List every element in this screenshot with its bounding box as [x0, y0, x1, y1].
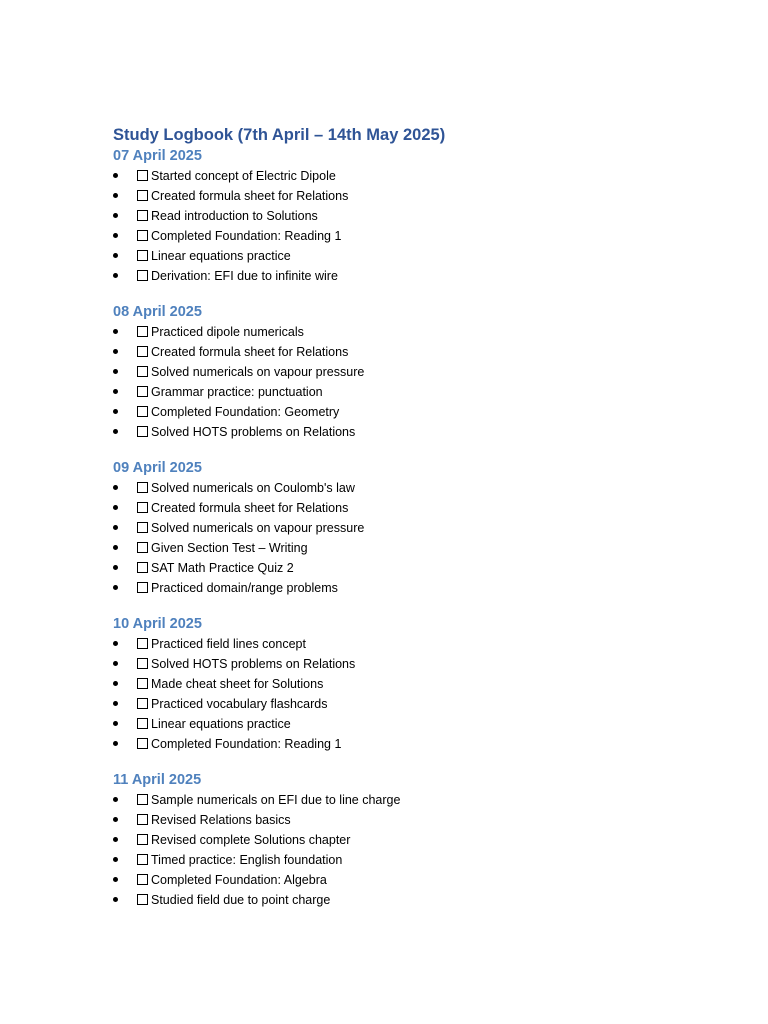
- task-item: [113, 186, 768, 206]
- task-label: Revised Relations basics: [151, 813, 291, 827]
- bullet-icon: [113, 694, 119, 714]
- checkbox-icon[interactable]: [137, 562, 148, 573]
- task-label: Solved numericals on vapour pressure: [151, 521, 365, 535]
- task-item: [113, 830, 768, 850]
- bullet-icon: [113, 538, 119, 558]
- task-item: [113, 422, 768, 442]
- task-item: [113, 478, 768, 498]
- task-label: Created formula sheet for Relations: [151, 345, 349, 359]
- checkbox-icon[interactable]: [137, 386, 148, 397]
- checkbox-icon[interactable]: [137, 346, 148, 357]
- task-item: [113, 246, 768, 266]
- date-heading: 11 April 2025: [113, 772, 202, 788]
- bullet-icon: [113, 322, 119, 342]
- task-item: [113, 266, 768, 286]
- bullet-icon: [113, 402, 119, 422]
- task-label: Solved HOTS problems on Relations: [151, 425, 356, 439]
- task-item: [113, 558, 768, 578]
- checkbox-icon[interactable]: [137, 794, 148, 805]
- bullet-icon: [113, 226, 119, 246]
- bullet-icon: [113, 498, 119, 518]
- checkbox-icon[interactable]: [137, 874, 148, 885]
- task-label: Read introduction to Solutions: [151, 209, 318, 223]
- task-item: [113, 518, 768, 538]
- bullet-icon: [113, 734, 119, 754]
- checkbox-icon[interactable]: [137, 366, 148, 377]
- task-list: [113, 166, 768, 286]
- task-item: [113, 538, 768, 558]
- task-label: Practiced field lines concept: [151, 637, 306, 651]
- task-label: SAT Math Practice Quiz 2: [151, 561, 294, 575]
- bullet-icon: [113, 362, 119, 382]
- task-item: [113, 810, 768, 830]
- task-label: Sample numericals on EFI due to line charge: [151, 793, 401, 807]
- bullet-icon: [113, 890, 119, 910]
- bullet-icon: [113, 266, 119, 286]
- task-item: [113, 226, 768, 246]
- task-list: [113, 790, 768, 910]
- task-label: Timed practice: English foundation: [151, 853, 343, 867]
- log-day-section: [113, 146, 768, 286]
- task-label: Linear equations practice: [151, 717, 291, 731]
- checkbox-icon[interactable]: [137, 738, 148, 749]
- task-list: [113, 634, 768, 754]
- task-item: [113, 890, 768, 910]
- task-label: Practiced vocabulary flashcards: [151, 697, 328, 711]
- checkbox-icon[interactable]: [137, 854, 148, 865]
- date-heading: 08 April 2025: [113, 304, 202, 320]
- checkbox-icon[interactable]: [137, 482, 148, 493]
- bullet-icon: [113, 810, 119, 830]
- task-item: [113, 498, 768, 518]
- task-item: [113, 342, 768, 362]
- task-item: [113, 322, 768, 342]
- checkbox-icon[interactable]: [137, 210, 148, 221]
- task-item: [113, 206, 768, 226]
- checkbox-icon[interactable]: [137, 190, 148, 201]
- task-item: [113, 578, 768, 598]
- task-label: Solved numericals on vapour pressure: [151, 365, 365, 379]
- bullet-icon: [113, 166, 119, 186]
- task-label: Completed Foundation: Reading 1: [151, 737, 342, 751]
- checkbox-icon[interactable]: [137, 502, 148, 513]
- task-item: [113, 654, 768, 674]
- log-day-section: [113, 302, 768, 442]
- task-list: [113, 478, 768, 598]
- task-label: Completed Foundation: Algebra: [151, 873, 327, 887]
- date-heading: 07 April 2025: [113, 148, 202, 164]
- task-label: Given Section Test – Writing: [151, 541, 308, 555]
- bullet-icon: [113, 342, 119, 362]
- bullet-icon: [113, 870, 119, 890]
- task-item: [113, 694, 768, 714]
- bullet-icon: [113, 850, 119, 870]
- task-label: Started concept of Electric Dipole: [151, 169, 336, 183]
- log-day-section: [113, 458, 768, 598]
- date-heading: 10 April 2025: [113, 616, 202, 632]
- checkbox-icon[interactable]: [137, 170, 148, 181]
- bullet-icon: [113, 186, 119, 206]
- bullet-icon: [113, 830, 119, 850]
- task-item: [113, 382, 768, 402]
- date-heading: 09 April 2025: [113, 460, 202, 476]
- checkbox-icon[interactable]: [137, 814, 148, 825]
- checkbox-icon[interactable]: [137, 542, 148, 553]
- task-item: [113, 362, 768, 382]
- checkbox-icon[interactable]: [137, 718, 148, 729]
- bullet-icon: [113, 382, 119, 402]
- bullet-icon: [113, 558, 119, 578]
- checkbox-icon[interactable]: [137, 426, 148, 437]
- bullet-icon: [113, 518, 119, 538]
- page-title: Study Logbook (7th April – 14th May 2025): [113, 126, 446, 144]
- checkbox-icon[interactable]: [137, 678, 148, 689]
- task-label: Created formula sheet for Relations: [151, 189, 349, 203]
- checkbox-icon[interactable]: [137, 230, 148, 241]
- task-item: [113, 634, 768, 654]
- task-label: Completed Foundation: Geometry: [151, 405, 340, 419]
- log-day-section: [113, 614, 768, 754]
- task-label: Derivation: EFI due to infinite wire: [151, 269, 338, 283]
- bullet-icon: [113, 206, 119, 226]
- task-label: Solved HOTS problems on Relations: [151, 657, 356, 671]
- task-item: [113, 870, 768, 890]
- task-item: [113, 790, 768, 810]
- task-label: Studied field due to point charge: [151, 893, 331, 907]
- task-item: [113, 402, 768, 422]
- task-label: Created formula sheet for Relations: [151, 501, 349, 515]
- task-label: Linear equations practice: [151, 249, 291, 263]
- bullet-icon: [113, 246, 119, 266]
- checkbox-icon[interactable]: [137, 698, 148, 709]
- task-item: [113, 850, 768, 870]
- task-label: Made cheat sheet for Solutions: [151, 677, 324, 691]
- task-item: [113, 734, 768, 754]
- bullet-icon: [113, 478, 119, 498]
- checkbox-icon[interactable]: [137, 638, 148, 649]
- bullet-icon: [113, 578, 119, 598]
- checkbox-icon[interactable]: [137, 270, 148, 281]
- checkbox-icon[interactable]: [137, 582, 148, 593]
- task-label: Practiced domain/range problems: [151, 581, 338, 595]
- checkbox-icon[interactable]: [137, 250, 148, 261]
- checkbox-icon[interactable]: [137, 834, 148, 845]
- task-label: Grammar practice: punctuation: [151, 385, 323, 399]
- task-list: [113, 322, 768, 442]
- task-label: Completed Foundation: Reading 1: [151, 229, 342, 243]
- bullet-icon: [113, 790, 119, 810]
- checkbox-icon[interactable]: [137, 894, 148, 905]
- bullet-icon: [113, 654, 119, 674]
- task-label: Solved numericals on Coulomb's law: [151, 481, 355, 495]
- checkbox-icon[interactable]: [137, 326, 148, 337]
- task-item: [113, 714, 768, 734]
- checkbox-icon[interactable]: [137, 406, 148, 417]
- task-item: [113, 674, 768, 694]
- task-label: Practiced dipole numericals: [151, 325, 304, 339]
- checkbox-icon[interactable]: [137, 522, 148, 533]
- bullet-icon: [113, 422, 119, 442]
- bullet-icon: [113, 674, 119, 694]
- task-label: Revised complete Solutions chapter: [151, 833, 351, 847]
- log-day-section: [113, 770, 768, 910]
- checkbox-icon[interactable]: [137, 658, 148, 669]
- logbook-sections: [113, 146, 768, 910]
- task-item: [113, 166, 768, 186]
- bullet-icon: [113, 714, 119, 734]
- bullet-icon: [113, 634, 119, 654]
